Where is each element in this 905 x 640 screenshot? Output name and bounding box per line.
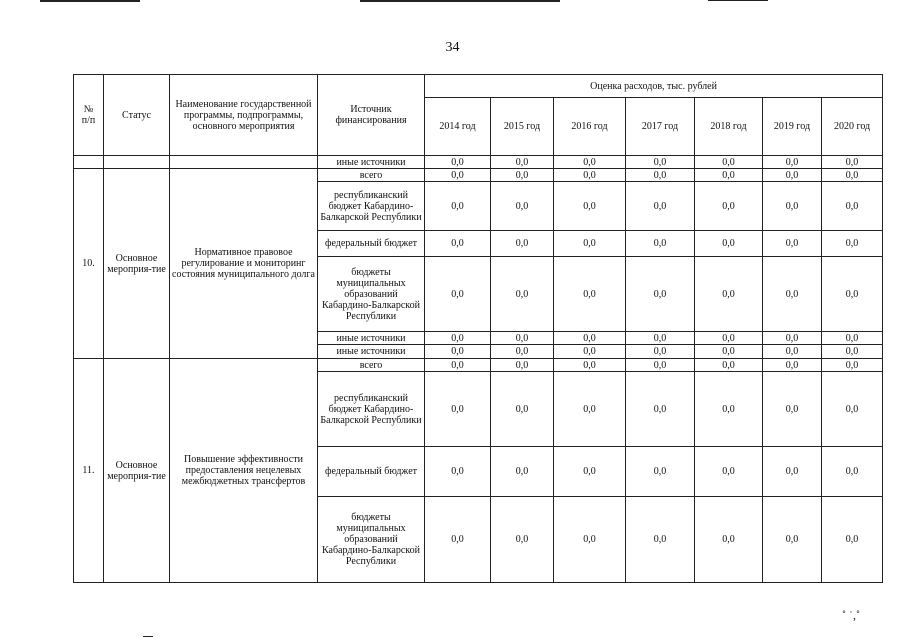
value-cell: 0,0 (822, 169, 883, 182)
value-cell: 0,0 (763, 156, 822, 169)
value-cell: 0,0 (491, 169, 554, 182)
year-header: 2020 год (822, 98, 883, 156)
year-header: 2015 год (491, 98, 554, 156)
col-header-source: Источник финансирования (318, 75, 425, 156)
year-header: 2014 год (425, 98, 491, 156)
value-cell: 0,0 (695, 345, 763, 359)
value-cell: 0,0 (491, 332, 554, 345)
source-cell: иные источники (318, 156, 425, 169)
value-cell: 0,0 (822, 372, 883, 447)
year-header: 2017 год (626, 98, 695, 156)
value-cell: 0,0 (695, 332, 763, 345)
value-cell: 0,0 (763, 345, 822, 359)
value-cell: 0,0 (425, 359, 491, 372)
value-cell: 0,0 (554, 156, 626, 169)
row-number: 10. (74, 169, 104, 359)
value-cell: 0,0 (554, 359, 626, 372)
value-cell: 0,0 (626, 372, 695, 447)
measure-name-cell: Повышение эффективности предоставления нецелевых межбюджетных трансфертов (170, 359, 318, 583)
value-cell: 0,0 (695, 182, 763, 231)
value-cell: 0,0 (695, 156, 763, 169)
value-cell: 0,0 (822, 332, 883, 345)
value-cell: 0,0 (554, 345, 626, 359)
value-cell: 0,0 (626, 169, 695, 182)
measure-name-cell: Нормативное правовое регулирование и мониторинг состояния муниципального долга (170, 169, 318, 359)
table-body (74, 156, 883, 583)
value-cell: 0,0 (763, 332, 822, 345)
value-cell: 0,0 (626, 497, 695, 583)
value-cell: 0,0 (763, 372, 822, 447)
value-cell: 0,0 (425, 372, 491, 447)
top-rule-middle (360, 0, 560, 2)
value-cell: 0,0 (554, 497, 626, 583)
value-cell: 0,0 (425, 497, 491, 583)
value-cell: 0,0 (626, 156, 695, 169)
value-cell: 0,0 (554, 231, 626, 257)
value-cell: 0,0 (425, 332, 491, 345)
value-cell: 0,0 (626, 332, 695, 345)
value-cell: 0,0 (425, 345, 491, 359)
value-cell: 0,0 (491, 359, 554, 372)
source-cell: всего (318, 169, 425, 182)
col-header-number: № п/п (74, 75, 104, 156)
value-cell: 0,0 (763, 231, 822, 257)
source-cell: иные источники (318, 332, 425, 345)
source-cell: республиканский бюджет Кабардино-Балкарской Республики (318, 372, 425, 447)
value-cell: 0,0 (554, 447, 626, 497)
year-header: 2016 год (554, 98, 626, 156)
value-cell: 0,0 (626, 182, 695, 231)
value-cell: 0,0 (822, 345, 883, 359)
value-cell: 0,0 (763, 497, 822, 583)
value-cell: 0,0 (626, 257, 695, 332)
source-cell: бюджеты муниципальных образований Кабардино-Балкарской Республики (318, 257, 425, 332)
value-cell: 0,0 (491, 497, 554, 583)
source-cell: всего (318, 359, 425, 372)
year-header: 2018 год (695, 98, 763, 156)
value-cell: 0,0 (491, 257, 554, 332)
value-cell: 0,0 (491, 156, 554, 169)
year-header: 2019 год (763, 98, 822, 156)
source-cell: республиканский бюджет Кабардино-Балкарской Республики (318, 182, 425, 231)
value-cell: 0,0 (425, 182, 491, 231)
col-header-name: Наименование государственной программы, подпрограммы, основного мероприятия (170, 75, 318, 156)
source-cell: федеральный бюджет (318, 231, 425, 257)
value-cell: 0,0 (554, 257, 626, 332)
budget-table (73, 74, 883, 583)
col-header-status: Статус (104, 75, 170, 156)
value-cell: 0,0 (554, 182, 626, 231)
value-cell: 0,0 (425, 257, 491, 332)
value-cell: 0,0 (695, 447, 763, 497)
value-cell: 0,0 (763, 257, 822, 332)
col-header-estimate: Оценка расходов, тыс. рублей (425, 75, 883, 98)
status-cell: Основное мероприя-тие (104, 359, 170, 583)
value-cell: 0,0 (491, 447, 554, 497)
value-cell: 0,0 (822, 497, 883, 583)
value-cell: 0,0 (425, 447, 491, 497)
value-cell: 0,0 (425, 169, 491, 182)
value-cell: 0,0 (695, 231, 763, 257)
value-cell: 0,0 (822, 447, 883, 497)
value-cell: 0,0 (695, 372, 763, 447)
empty-cell (170, 156, 318, 169)
value-cell: 0,0 (626, 447, 695, 497)
value-cell: 0,0 (763, 169, 822, 182)
value-cell: 0,0 (822, 156, 883, 169)
source-cell: бюджеты муниципальных образований Кабардино-Балкарской Республики (318, 497, 425, 583)
source-cell: федеральный бюджет (318, 447, 425, 497)
scan-mark: ˚ ˙,˚ (842, 608, 860, 622)
source-cell: иные источники (318, 345, 425, 359)
value-cell: 0,0 (491, 372, 554, 447)
value-cell: 0,0 (822, 231, 883, 257)
top-rule-left (40, 0, 140, 2)
page-number: 34 (445, 40, 460, 55)
value-cell: 0,0 (695, 359, 763, 372)
value-cell: 0,0 (763, 182, 822, 231)
value-cell: 0,0 (491, 231, 554, 257)
empty-cell (104, 156, 170, 169)
value-cell: 0,0 (425, 156, 491, 169)
table-row (74, 169, 883, 182)
value-cell: 0,0 (554, 169, 626, 182)
bottom-mark (143, 636, 153, 637)
value-cell: 0,0 (695, 497, 763, 583)
value-cell: 0,0 (626, 231, 695, 257)
table-row (74, 156, 883, 169)
value-cell: 0,0 (695, 257, 763, 332)
empty-cell (74, 156, 104, 169)
table-row (74, 359, 883, 372)
row-number: 11. (74, 359, 104, 583)
value-cell: 0,0 (554, 332, 626, 345)
value-cell: 0,0 (626, 359, 695, 372)
value-cell: 0,0 (822, 257, 883, 332)
value-cell: 0,0 (626, 345, 695, 359)
value-cell: 0,0 (491, 345, 554, 359)
value-cell: 0,0 (822, 359, 883, 372)
top-rule-right (708, 0, 768, 1)
value-cell: 0,0 (763, 447, 822, 497)
value-cell: 0,0 (425, 231, 491, 257)
value-cell: 0,0 (695, 169, 763, 182)
value-cell: 0,0 (822, 182, 883, 231)
value-cell: 0,0 (491, 182, 554, 231)
value-cell: 0,0 (763, 359, 822, 372)
value-cell: 0,0 (554, 372, 626, 447)
status-cell: Основное мероприя-тие (104, 169, 170, 359)
